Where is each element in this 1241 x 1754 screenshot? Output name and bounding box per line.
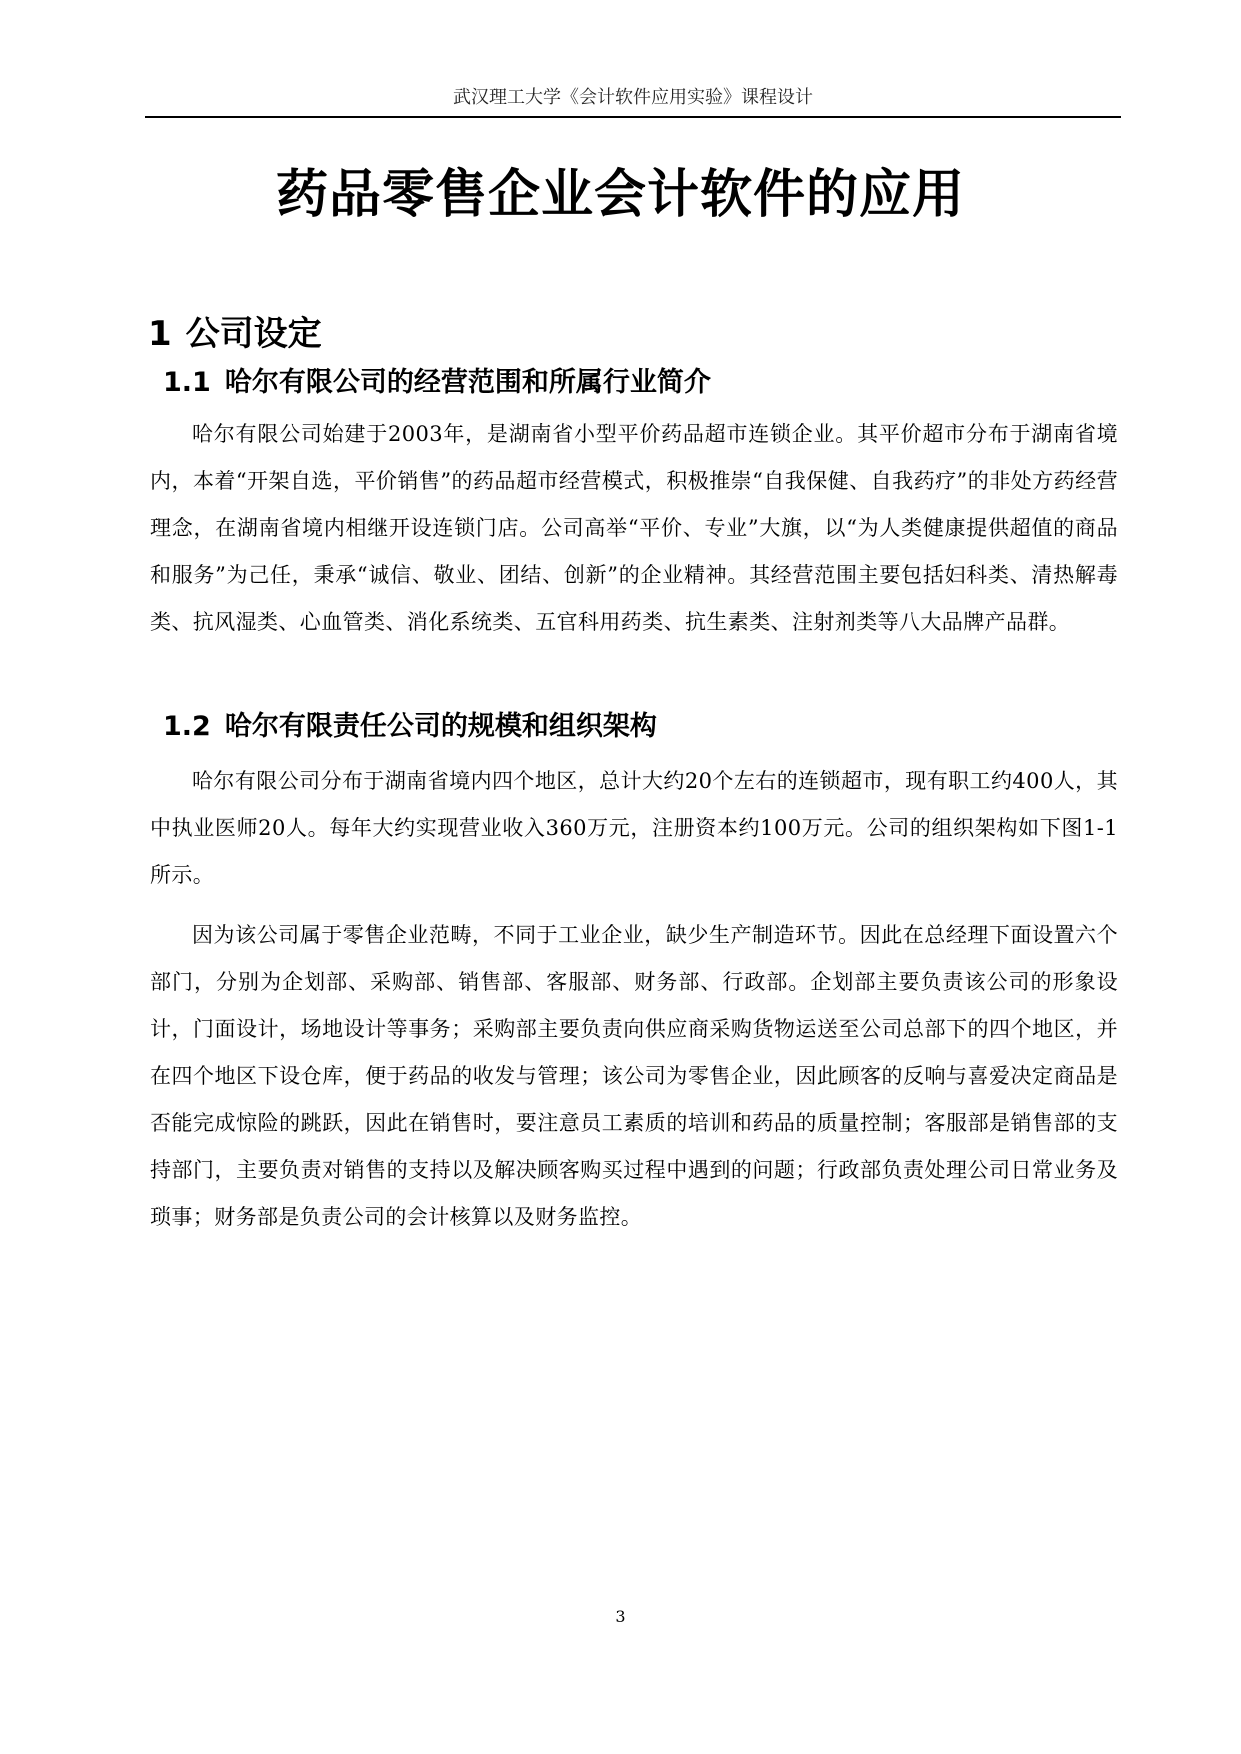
page-header [145, 84, 1121, 118]
subsection-number: 1.1 [163, 367, 211, 398]
subsection-title: 哈尔有限公司的经营范围和所属行业简介 [224, 367, 711, 398]
document-title: 药品零售企业会计软件的应用 [275, 165, 965, 225]
paragraph-organization: 因为该公司属于零售企业范畴，不同于工业企业，缺少生产制造环节。因此在总经理下面设置六个部门，分别为企划部、采购部、销售部、客服部、财务部、行政部。企划部主要负责该公司的形象设计，门面设计，场地设计等事务；采购部主要负责向供应商采购货物运送至公司总部下的四个地区，并在四个地区下设仓库，便于药品的收发与管理；该公司为零售企业，因此顾客的反响与喜爱决定商品是否能完成惊险的跳跃，因此在销售时，要注意员工素质的培训和药品的质量控制；客服部是销售部的支持部门，主要负责对销售的支持以及解决顾客购买过程中遇到的问题；行政部负责处理公司日常业务及琐事；财务部是负责公司的会计核算以及财务监控。 [150, 923, 1118, 1229]
section-number: 1 [148, 314, 172, 354]
subsection-heading-1-2 [163, 707, 657, 747]
subsection-heading-1-1 [163, 363, 711, 403]
section-heading-1 [148, 310, 322, 358]
page-header-text: 武汉理工大学《会计软件应用实验》课程设计 [453, 87, 813, 108]
paragraph-company-scale: 哈尔有限公司分布于湖南省境内四个地区，总计大约20个左右的连锁超市，现有职工约400人，其中执业医师20人。每年大约实现营业收入360万元，注册资本约100万元。公司的组织架构如下图1-1 所示。 [150, 769, 1118, 887]
section-title: 公司设定 [185, 314, 322, 354]
page-number: 3 [615, 1607, 626, 1626]
subsection-number: 1.2 [163, 711, 211, 742]
subsection-title: 哈尔有限责任公司的规模和组织架构 [224, 711, 657, 742]
paragraph-business-scope: 哈尔有限公司始建于2003年，是湖南省小型平价药品超市连锁企业。其平价超市分布于湖南省境内，本着“开架自选，平价销售”的药品超市经营模式，积极推崇“自我保健、自我药疗”的非处方药经营理念，在湖南省境内相继开设连锁门店。公司高举“平价、专业”大旗，以“为人类健康提供超值的商品和服务”为己任，秉承“诚信、敬业、团结、创新”的企业精神。其经营范围主要包括妇科类、清热解毒类、抗风湿类、心血管类、消化系统类、五官科用药类、抗生素类、注射剂类等八大品牌产品群。 [150, 422, 1118, 634]
